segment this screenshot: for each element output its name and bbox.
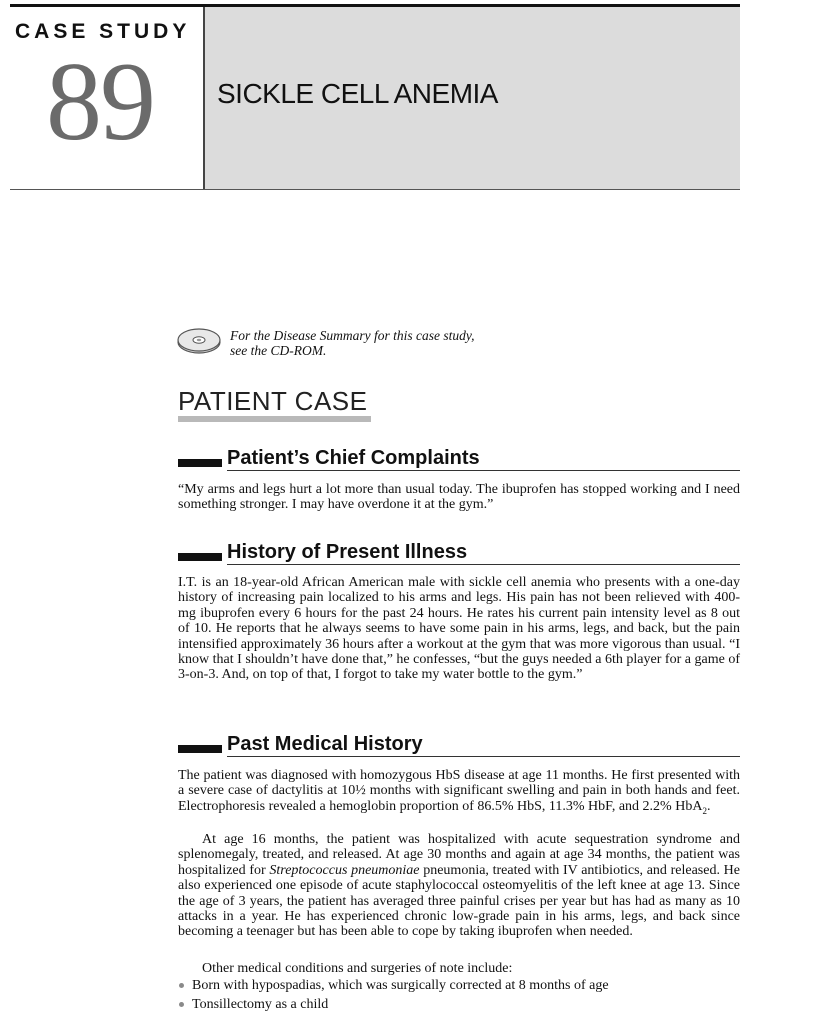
pmh-p2-text-a: At age 16 months, the patient was hospitalized with acute sequestration syndrome and splenomegaly, treated, and released. At age 30 months and again at age 34 months, the patient was hospitalized for bbox=[178, 832, 740, 878]
past-medical-paragraph-2 bbox=[178, 832, 740, 940]
pmh-p2-organism: Streptococcus pneumoniae bbox=[269, 862, 420, 878]
bullet-text: Born with hypospadias, which was surgically corrected at 8 months of age bbox=[192, 978, 609, 993]
patient-case-heading: PATIENT CASE bbox=[178, 386, 368, 416]
section-title: Past Medical History bbox=[227, 733, 423, 755]
case-number: 89 bbox=[46, 40, 154, 164]
past-medical-bullet-list bbox=[178, 976, 740, 1014]
pmh-p2-text-b: pneumonia, treated with IV antibiotics, and released. He also experienced one episode of acute staphylococcal osteomyelitis of the left knee at age 13. Since the age of 3 years, the patient has averaged three painful crises per year but has had as many as 10 attacks in a year. He has experienced chronic low-grade pain in his arms, legs, and back since becoming a teenager but has been able to cope by taking ibuprofen when needed. bbox=[178, 862, 740, 940]
cd-rom-note bbox=[230, 328, 474, 358]
section-marker-bar bbox=[178, 553, 222, 561]
past-medical-heading bbox=[178, 733, 740, 759]
header-divider bbox=[203, 7, 205, 189]
section-marker-bar bbox=[178, 459, 222, 467]
present-illness-heading bbox=[178, 541, 740, 567]
section-rule bbox=[227, 564, 740, 565]
section-title: Patient’s Chief Complaints bbox=[227, 447, 480, 469]
cd-rom-icon bbox=[176, 327, 222, 355]
list-item bbox=[178, 976, 740, 995]
pmh-p1-end: . bbox=[706, 798, 711, 814]
section-marker-bar bbox=[178, 745, 222, 753]
bullet-dot-icon bbox=[179, 983, 184, 988]
header-bottom-rule bbox=[10, 189, 740, 190]
chief-complaints-text: “My arms and legs hurt a lot more than usual today. The ibuprofen has stopped working and I need something stronger. I may have overdone it at the gym.” bbox=[178, 482, 740, 513]
bullet-dot-icon bbox=[179, 1002, 184, 1007]
section-title: History of Present Illness bbox=[227, 541, 468, 563]
past-medical-paragraph-3: Other medical conditions and surgeries of note include: bbox=[202, 961, 513, 976]
present-illness-text: I.T. is an 18-year-old African American male with sickle cell anemia who presents with a one-day history of increasing pain localized to his arms and legs. His pain has not been relieved with 400-mg ibuprofen every 6 hours for the past 24 hours. He rates his current pain intensity level as 8 out of 10. He reports that he always seems to have some pain in his arms, legs, and back, but the pain intensified approximately 36 hours after a workout at the gym that was more vigorous than usual. “I know that I shouldn’t have done that,” he confesses, “but the guys needed a 6th player for a game of 3-on-3. And, on top of that, I forgot to take my water bottle to the gym.” bbox=[178, 575, 740, 683]
past-medical-paragraph-1 bbox=[178, 768, 740, 819]
case-study-label: CASE STUDY bbox=[15, 20, 191, 43]
case-title: SICKLE CELL ANEMIA bbox=[217, 78, 498, 109]
chief-complaints-heading bbox=[178, 447, 740, 473]
cd-note-line-1: For the Disease Summary for this case study, bbox=[230, 328, 475, 343]
section-rule bbox=[227, 756, 740, 757]
pmh-p1-subscript: 2 bbox=[702, 805, 707, 816]
cd-note-line-2: see the CD-ROM. bbox=[230, 343, 327, 358]
bullet-text: Tonsillectomy as a child bbox=[192, 997, 329, 1012]
pmh-p1-text: The patient was diagnosed with homozygous HbS disease at age 11 months. He first presented with a severe case of dactylitis at 10½ months with significant swelling and pain in both hands and feet. Electrophoresis revealed a hemoglobin proportion of 86.5% HbS, 11.3% HbF, and 2.2% HbA bbox=[178, 768, 740, 814]
section-rule bbox=[227, 470, 740, 471]
list-item bbox=[178, 995, 740, 1014]
